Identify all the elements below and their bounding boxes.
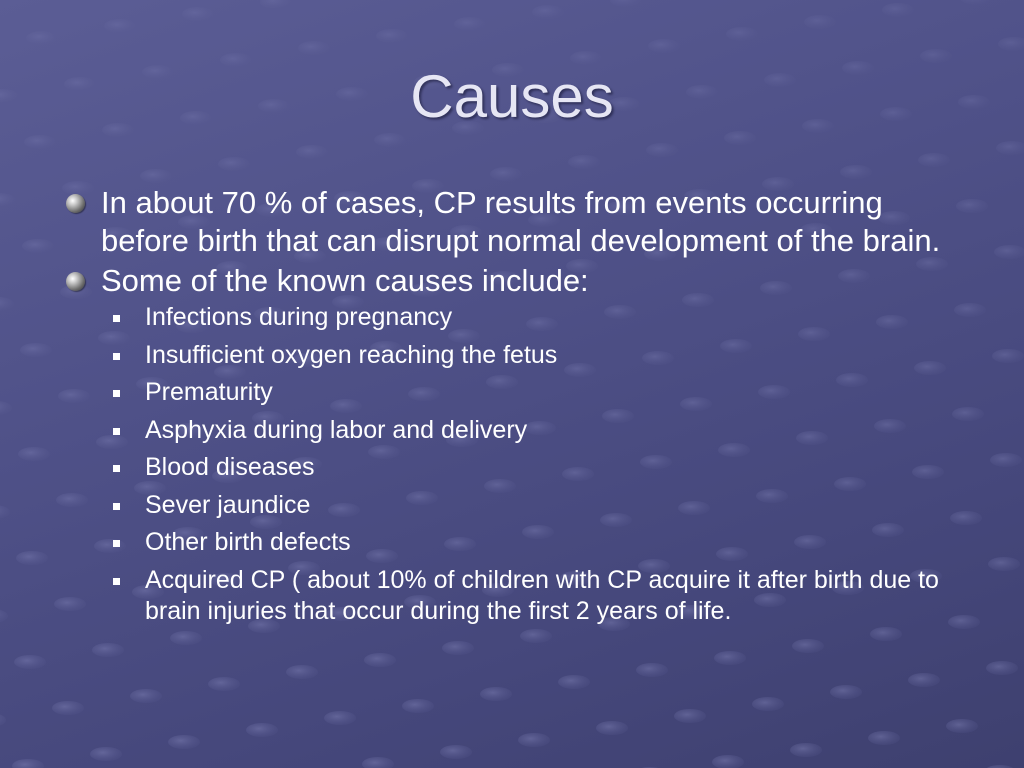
background-dot [16,551,48,565]
background-dot [840,165,872,179]
background-dot [882,3,914,17]
square-bullet-icon [113,465,120,472]
background-dot [532,5,564,19]
sub-bullet-text: Other birth defects [145,528,351,556]
background-dot [402,699,434,713]
background-dot [0,297,14,311]
sub-bullet-text: Asphyxia during labor and delivery [145,415,528,444]
sub-bullet-text: Prematurity [145,378,273,406]
background-dot [22,239,54,253]
background-dot [26,31,58,45]
background-dot [868,731,900,745]
square-bullet-icon [113,315,120,322]
background-dot [636,663,668,677]
background-dot [830,685,862,699]
background-dot [726,27,758,41]
background-dot [714,651,746,665]
background-dot [140,169,172,183]
bullet-list [66,184,976,633]
sub-bullet-item [112,452,976,483]
background-dot [14,655,46,669]
background-dot [996,141,1024,155]
background-dot [376,29,408,43]
background-dot [994,245,1024,259]
background-dot [362,757,394,768]
square-bullet-icon [113,503,120,510]
background-dot [260,0,292,9]
background-dot [130,689,162,703]
background-dot [0,505,10,519]
background-dot [298,41,330,55]
background-dot [790,743,822,757]
sub-bullet-item [112,340,976,371]
background-dot [90,747,122,761]
background-dot [998,37,1024,51]
background-dot [18,447,50,461]
sub-bullet-list [112,302,976,627]
background-dot [12,759,44,768]
background-dot [908,673,940,687]
background-dot [324,711,356,725]
sub-bullet-item [112,565,976,627]
background-dot [374,133,406,147]
background-dot [20,343,52,357]
background-dot [724,131,756,145]
background-dot [92,643,124,657]
slide-title: Causes [410,63,614,130]
background-dot [596,721,628,735]
background-dot [168,735,200,749]
background-dot [0,193,16,207]
sub-bullet-text: Sever jaundice [145,490,311,519]
square-bullet-icon [113,540,120,547]
background-dot [182,7,214,21]
background-dot [990,453,1022,467]
background-dot [218,157,250,171]
background-dot [518,733,550,747]
background-dot [648,39,680,53]
square-bullet-icon [113,428,120,435]
background-dot [988,557,1020,571]
background-dot [946,719,978,733]
background-dot [674,709,706,723]
background-dot [364,653,396,667]
background-dot [52,701,84,715]
background-dot [804,15,836,29]
square-bullet-icon [113,578,120,585]
sub-bullet-text: Infections during pregnancy [145,303,453,331]
sub-bullet-text: Acquired CP ( about 10% of children with CP acquire it after birth due to brain injuries that occur during the first 2 years of life. [145,565,939,625]
background-dot [440,745,472,759]
background-dot [170,631,202,645]
background-dot [792,639,824,653]
square-bullet-icon [113,390,120,397]
background-dot [490,167,522,181]
background-dot [0,713,6,727]
background-dot [454,17,486,31]
background-dot [286,665,318,679]
sub-bullet-item [112,490,976,521]
background-dot [920,49,952,63]
background-dot [712,755,744,768]
background-dot [24,135,56,149]
sub-bullet-item [112,377,976,408]
bullet-item-2-text: Some of the known causes include: [101,263,589,298]
background-dot [918,153,950,167]
background-dot [558,675,590,689]
background-dot [480,687,512,701]
background-dot [0,401,12,415]
sphere-bullet-icon [66,272,85,291]
sub-bullet-text: Blood diseases [145,453,315,481]
background-dot [986,661,1018,675]
background-dot [246,723,278,737]
background-dot [0,609,8,623]
background-dot [646,143,678,157]
sub-bullet-text: Insufficient oxygen reaching the fetus [145,340,558,369]
sphere-bullet-icon [66,194,85,213]
sub-bullet-item [112,527,976,558]
background-dot [104,19,136,33]
background-dot [610,0,642,7]
background-dot [568,155,600,169]
square-bullet-icon [113,353,120,360]
background-dot [442,641,474,655]
bullet-item-2 [66,262,976,300]
bullet-item-1 [66,184,976,260]
background-dot [992,349,1024,363]
background-dot [960,0,992,5]
background-dot [296,145,328,159]
background-dot [752,697,784,711]
background-dot [208,677,240,691]
sub-bullet-item [112,415,976,446]
sub-bullet-item [112,302,976,333]
bullet-item-1-text: In about 70 % of cases, CP results from events occurring before birth that can disrupt normal development of the brain. [101,185,941,258]
